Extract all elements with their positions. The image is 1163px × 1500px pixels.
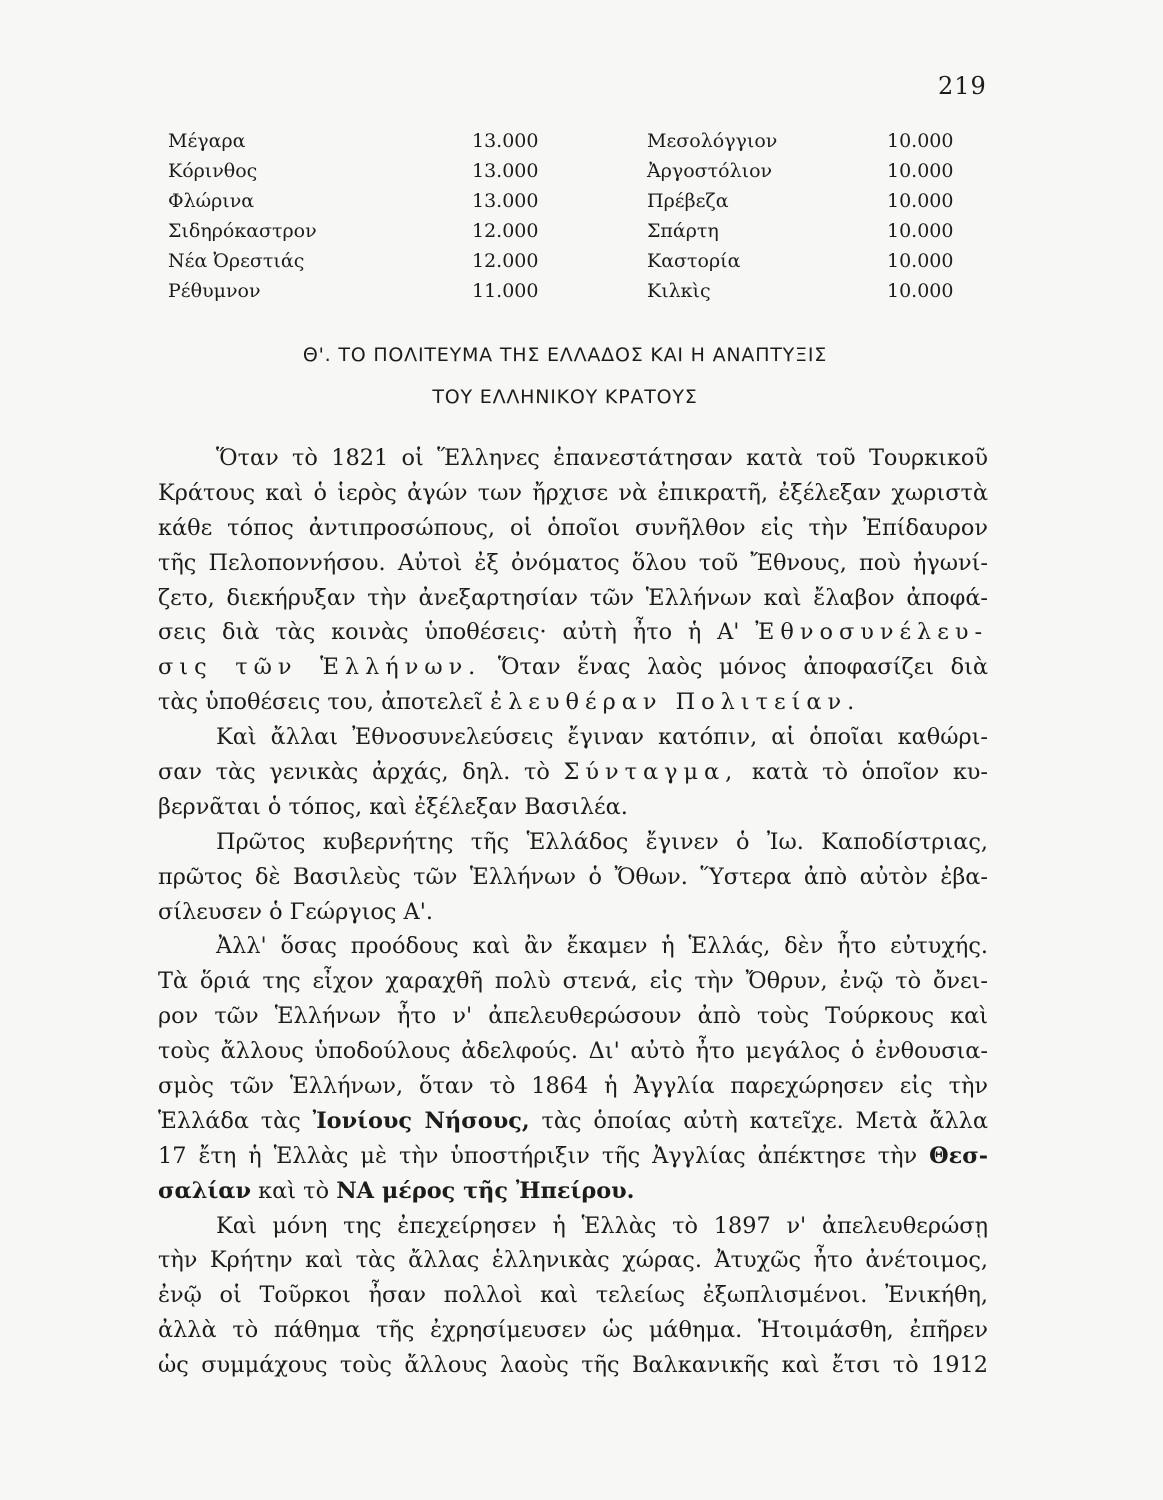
text-line: τοὺς ἄλλους ὑποδούλους ἀδελφούς. Δι' αὐτὸ ἦτο μεγάλος ὁ ἐνθουσια- (158, 1038, 988, 1065)
text-line (158, 755, 988, 790)
city-name: Σπάρτη (647, 220, 719, 242)
spaced-term: σις τῶν Ἑλλήνων. (158, 654, 482, 681)
text-line: τὴν Κρήτην καὶ τὰς ἄλλας ἑλληνικὰς χώρας. Ἀτυχῶς ἦτο ἀνέτοιμος, (158, 1247, 988, 1274)
population: 13.000 (472, 190, 539, 212)
text-span: σεις διὰ τὰς κοινὰς ὑποθέσεις· αὐτὴ ἦτο ἡ Α' (158, 619, 740, 646)
city-name: Πρέβεζα (647, 190, 729, 212)
text-line: Τὰ ὅριά της εἶχον χαραχθῆ πολὺ στενά, εἰς τὴν Ὄθρυν, ἐνῷ τὸ ὄνει- (158, 968, 988, 995)
city-name: Μεσολόγγιον (647, 130, 778, 152)
text-span: Ἑλλάδα τὰς (158, 1107, 301, 1134)
text-line: τῆς Πελοποννήσου. Αὐτοὶ ἐξ ὀνόματος ὅλου τοῦ Ἔθνους, ποὺ ἠγωνί- (158, 549, 988, 576)
spaced-term: Σύνταγμα, (563, 759, 739, 786)
text-line: Ἀλλ' ὅσας προόδους καὶ ἂν ἔκαμεν ἡ Ἑλλάς, δὲν ἦτο εὐτυχής. (216, 933, 988, 960)
text-line (158, 1139, 988, 1174)
population: 10.000 (887, 130, 954, 152)
city-name: Σιδηρόκαστρον (168, 220, 317, 242)
population: 10.000 (887, 280, 954, 302)
city-name: Ρέθυμνον (168, 280, 261, 302)
population: 10.000 (887, 160, 954, 182)
text-span: κατὰ τὸ ὁποῖον κυ- (751, 759, 988, 786)
city-row (160, 246, 970, 276)
text-line (158, 685, 988, 720)
city-name: Φλώρινα (168, 190, 255, 212)
text-line (158, 615, 988, 650)
text-line: Κράτους καὶ ὁ ἱερὸς ἀγών των ἤρχισε νὰ ἐπικρατῆ, ἐξέλεξαν χωριστὰ (158, 479, 988, 506)
text-line (158, 1174, 988, 1209)
population: 13.000 (472, 160, 539, 182)
text-span: 17 ἔτη ἡ Ἑλλὰς μὲ τὴν ὑποστήριξιν τῆς Ἀγγλίας ἀπέκτησε τὴν (158, 1142, 918, 1169)
text-line: βερνᾶται ὁ τόπος, καὶ ἐξέλεξαν Βασιλέα. (158, 793, 628, 820)
population: 12.000 (472, 250, 539, 272)
city-name: Καστορία (647, 250, 741, 272)
city-row (160, 186, 970, 216)
population: 10.000 (887, 250, 954, 272)
spaced-term: ἐλευθέραν Πολιτείαν. (490, 689, 861, 716)
text-line: ρον τῶν Ἑλλήνων ἦτο ν' ἀπελευθερώσουν ἀπὸ τοὺς Τούρκους καὶ (158, 1003, 988, 1030)
bold-term: Ἰονίους Νήσους, (312, 1107, 530, 1134)
text-line: ὡς συμμάχους τοὺς ἄλλους λαοὺς τῆς Βαλκανικῆς καὶ ἔτσι τὸ 1912 (158, 1352, 988, 1379)
population: 12.000 (472, 220, 539, 242)
city-row (160, 156, 970, 186)
section-title-line1: Θ'. ΤΟ ΠΟΛΙΤΕΥΜΑ ΤΗΣ ΕΛΛΑΔΟΣ ΚΑΙ Η ΑΝΑΠΤΥΞΙΣ (302, 344, 828, 366)
text-span: καὶ τὸ (258, 1177, 330, 1204)
city-name: Κόρινθος (168, 160, 258, 182)
text-line (158, 1104, 988, 1139)
population: 10.000 (887, 220, 954, 242)
bold-term: σαλίαν (158, 1177, 252, 1204)
text-line: ἀλλὰ τὸ πάθημα τῆς ἐχρησίμευσεν ὡς μάθημα. Ἡτοιμάσθη, ἐπῆρεν (158, 1317, 988, 1344)
spaced-term: Ἐθνοσυνέλευ- (755, 619, 989, 646)
text-span: τὰς ὑποθέσεις του, ἀποτελεῖ (158, 689, 483, 716)
city-population-table (160, 126, 970, 306)
text-span: σαν τὰς γενικὰς ἀρχάς, δηλ. τὸ (158, 759, 550, 786)
text-line: Καὶ ἄλλαι Ἐθνοσυνελεύσεις ἔγιναν κατόπιν, αἱ ὁποῖαι καθώρι- (216, 724, 988, 751)
text-line: ζετο, διεκήρυξαν τὴν ἀνεξαρτησίαν τῶν Ἑλλήνων καὶ ἔλαβον ἀποφά- (158, 584, 988, 611)
section-title-line2: ΤΟΥ ΕΛΛΗΝΙΚΟΥ ΚΡΑΤΟΥΣ (432, 386, 698, 408)
body-text (158, 441, 988, 1383)
text-line: ἐνῷ οἱ Τοῦρκοι ἦσαν πολλοὶ καὶ τελείως ἐξωπλισμένοι. Ἐνικήθη, (158, 1282, 988, 1309)
population: 10.000 (887, 190, 954, 212)
bold-term: ΝΑ μέρος τῆς Ἠπείρου. (336, 1177, 635, 1204)
text-line: σίλευσεν ὁ Γεώργιος Α'. (158, 898, 433, 925)
city-name: Κιλκὶς (647, 280, 711, 302)
text-line: σμὸς τῶν Ἑλλήνων, ὅταν τὸ 1864 ἡ Ἀγγλία παρεχώρησεν εἰς τὴν (158, 1073, 988, 1100)
city-name: Νέα Ὀρεστιάς (168, 250, 305, 272)
city-name: Ἀργοστόλιον (647, 160, 773, 182)
text-line: Πρῶτος κυβερνήτης τῆς Ἑλλάδος ἔγινεν ὁ Ἰω. Καποδίστριας, (216, 828, 988, 855)
text-span: Ὅταν ἕνας λαὸς μόνος ἀποφασίζει διὰ (497, 654, 988, 681)
text-line: πρῶτος δὲ Βασιλεὺς τῶν Ἑλλήνων ὁ Ὄθων. Ὕστερα ἀπὸ αὐτὸν ἐβα- (158, 863, 988, 890)
bold-term: Θεσ- (929, 1142, 989, 1169)
text-line: Ὅταν τὸ 1821 οἱ Ἕλληνες ἐπανεστάτησαν κατὰ τοῦ Τουρκικοῦ (216, 445, 988, 471)
text-line (158, 650, 988, 685)
population: 13.000 (472, 130, 539, 152)
text-line: Καὶ μόνη της ἐπεχείρησεν ἡ Ἑλλὰς τὸ 1897 ν' ἀπελευθερώσῃ (216, 1212, 988, 1239)
text-line: κάθε τόπος ἀντιπροσώπους, οἱ ὁποῖοι συνῆλθον εἰς τὴν Ἐπίδαυρον (158, 514, 988, 541)
city-row (160, 216, 970, 246)
page-number: 219 (938, 72, 987, 100)
population: 11.000 (472, 280, 539, 302)
city-row (160, 276, 970, 306)
text-span: τὰς ὁποίας αὐτὴ κατεῖχε. Μετὰ ἄλλα (541, 1107, 988, 1134)
city-name: Μέγαρα (168, 130, 246, 152)
city-row (160, 126, 970, 156)
